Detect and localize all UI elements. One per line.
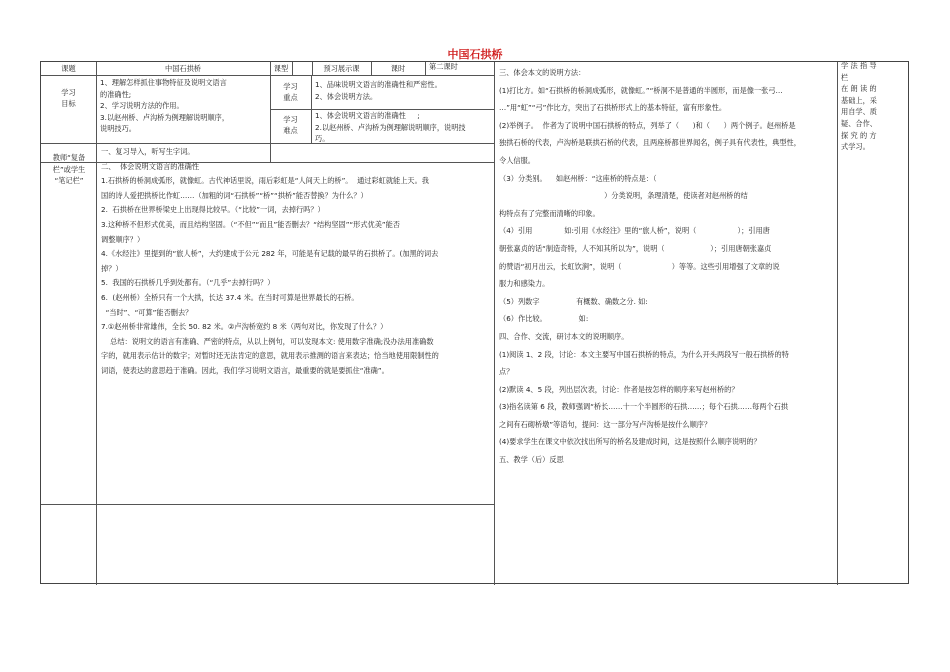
lesson-line-right: ）分类说明，条理清楚，使读者对赵州桥的结 <box>499 191 748 201</box>
lesson-body-right <box>499 64 835 469</box>
table-rule <box>292 62 293 75</box>
table-rule <box>41 504 494 505</box>
notes-label: 栏”或学生 <box>52 164 86 174</box>
study-guide-line: 栏 <box>841 72 849 82</box>
study-guide-line: 疑、合作、 <box>841 118 877 128</box>
lesson-line-left: 词语，使表达的意思趋于准确。因此，我们学习说明文语言，最重要的就是要抓住“准确”。 <box>101 365 389 375</box>
topic-label: 课题 <box>61 64 76 73</box>
lesson-body-left <box>101 145 493 379</box>
lesson-line-left: 4.《水经注》里提到的“旅人桥”，大约建成于公元 282 年，可能是有记载的最早的石拱桥了。(加黑的词去 <box>101 249 439 259</box>
lesson-line-left: 掉？） <box>101 263 123 273</box>
lesson-line-left: 一、复习导入，听写生字词。 <box>101 147 195 156</box>
lesson-line-left: 国的诗人爱把拱桥比作虹……（加粗的词“石拱桥”“桥”“拱桥”能否替换？为什么？） <box>101 190 368 200</box>
lesson-line-left: 6. (赵州桥）全桥只有一个大拱，长达 37.4 米。在当时可算是世界最长的石桥。 <box>101 292 359 302</box>
lesson-line-left: 调整顺序？） <box>101 234 145 244</box>
lesson-line-right: …”用“虹”“弓”作比方，突出了石拱桥形式上的基本特征，富有形象性。 <box>499 103 727 113</box>
difficulty-label: 学习 <box>283 115 298 124</box>
topic-value: 中国石拱桥 <box>165 64 201 73</box>
lesson-plan-table <box>40 61 909 584</box>
lesson-line-left: 7.①赵州桥非常雄伟，全长 50. 82 米。②卢沟桥宽约 8 米（两句对比，你发现了什么？） <box>101 322 388 332</box>
difficulty-label: 难点 <box>283 126 298 135</box>
lesson-line-right: 服力和感染力。 <box>499 279 550 289</box>
period-value: 第二课时 <box>429 62 458 71</box>
lesson-line-right: (4)要求学生在课文中依次找出所写的桥名及建成时间，这是按照什么顺序说明的？ <box>499 437 761 447</box>
goals-label: 学习 <box>61 88 76 97</box>
goals-text <box>100 77 270 135</box>
lesson-type-value: 预习展示课 <box>323 64 360 73</box>
key-label: 重点 <box>283 93 298 102</box>
table-rule <box>494 62 495 585</box>
lesson-line-right: 独拱石桥的代表，卢沟桥是联拱石桥的代表，且两座桥都世界闻名，例子具有代表性，典型性， <box>499 138 801 148</box>
lesson-line-left: 字的，就用表示估计的数字；对暂时还无法肯定的意思，就用表示推测的语言来表达；恰当地使用限制性的 <box>101 351 439 361</box>
lesson-line-right: (1)阅读 1、2 段，讨论：本文主要写中国石拱桥的特点，为什么开头两段写一般石拱桥的特 <box>499 349 789 359</box>
lesson-line-right: 点？ <box>499 367 514 377</box>
goal-line: 2、学习说明方法的作用。 <box>100 101 184 111</box>
goals-label: 目标 <box>61 99 76 108</box>
study-guide-line: 学 法 指 导 <box>841 61 877 70</box>
key-label: 学习 <box>283 82 298 91</box>
lesson-line-right: 令人信服。 <box>499 155 535 165</box>
lesson-type-label: 课型 <box>273 64 289 73</box>
lesson-line-left: 5. 我国的石拱桥几乎到处都有。（“几乎”去掉行吗？） <box>101 278 275 288</box>
difficulty-line: 巧。 <box>315 134 330 144</box>
table-rule <box>96 62 97 585</box>
goal-line: 1、理解怎样抓住事物特征及说明文语言 <box>100 78 227 87</box>
notes-label: “笔记栏” <box>54 176 84 186</box>
study-guide-line: 探 究 的 方 <box>841 130 877 140</box>
lesson-line-right: 五、教学（后）反思 <box>499 455 564 465</box>
lesson-line-right: 四、合作、交流，研讨本文的说明顺序。 <box>499 331 629 341</box>
period-label: 课时 <box>390 64 406 73</box>
lesson-line-right: (2)举例子。 作者为了说明中国石拱桥的特点，列举了（ )和（ ）两个例子。赵州桥是 <box>499 120 796 130</box>
lesson-line-right: 三、体会本文的说明方法： <box>499 68 586 77</box>
difficulty-line: 2.以赵州桥、卢沟桥为例理解说明顺序，说明技 <box>315 122 466 132</box>
notes-label: 教师“复备 <box>52 153 86 162</box>
difficulty-line: 1、体会说明文语言的准确性 ; <box>315 111 420 120</box>
lesson-line-right: （4）引用 如:引用《水经注》里的“旅人桥”，说明（ ）；引用唐 <box>499 226 770 236</box>
lesson-line-right: （6）作比较。 如: <box>499 314 589 324</box>
goal-line: 说明技巧。 <box>100 124 136 134</box>
key-text <box>315 79 493 102</box>
study-guide-column <box>841 60 907 153</box>
table-rule <box>41 75 494 76</box>
lesson-line-right: (3)指名读第 6 段，教师强调“桥长……十一个半圆形的石拱……；每个石拱……每两个石拱 <box>499 402 788 412</box>
table-rule <box>425 62 426 75</box>
lesson-line-left: “当时”、“可算”能否删去？ <box>101 307 193 317</box>
notes-column <box>43 152 95 187</box>
lesson-line-right: （3）分类别。 如赵州桥：“这座桥的特点是：（ <box>499 173 657 183</box>
lesson-line-right: 构特点有了完整而清晰的印象。 <box>499 208 600 218</box>
lesson-line-left: 3.这种桥不但形式优美，而且结构坚固。（“不但”“而且”能否删去？“结构坚固”“形式优美”能否 <box>101 219 400 229</box>
study-guide-line: 基础上，采 <box>841 95 877 105</box>
key-line: 1、品味说明文语言的准确性和严密性。 <box>315 80 442 89</box>
study-guide-line: 用自学、质 <box>841 107 877 117</box>
key-line: 2、体会说明方法。 <box>315 91 378 101</box>
lesson-line-right: 的赞语“初月出云，长虹饮涧”，说明（ ）等等。这些引用增强了文章的说 <box>499 261 780 271</box>
lesson-line-left: 2. 石拱桥在世界桥梁史上出现得比较早。（“比较”一词，去掉行吗？） <box>101 205 325 215</box>
table-rule <box>837 62 838 585</box>
lesson-line-left: 总结：说明文的语言有准确、严密的特点，从以上例句，可以发现本文: 使用数字准确;没办法用准确数 <box>101 336 434 346</box>
page-title: 中国石拱桥 <box>447 48 503 61</box>
lesson-line-right: (2)默读 4、5 段，列出层次表，讨论：作者是按怎样的顺序来写赵州桥的？ <box>499 384 739 394</box>
lesson-line-left: 1.石拱桥的桥洞成弧形，就像虹。古代神话里说，雨后彩虹是“人间天上的桥”。 通过彩虹就能上天。我 <box>101 176 429 186</box>
lesson-line-right: 朝张嘉贞的话“制造奇特，人不知其所以为”，说明（ ）；引用唐朝张嘉贞 <box>499 243 772 253</box>
lesson-line-left: 二、 体会说明文语言的准确性 <box>101 161 200 171</box>
table-rule <box>311 75 312 143</box>
study-guide-line: 在 朗 读 的 <box>841 84 877 94</box>
difficulty-text <box>315 110 493 145</box>
goal-line: 的准确性; <box>100 89 132 99</box>
lesson-line-right: (1)打比方。如“石拱桥的桥洞成弧形，就像虹。”“桥洞不是普通的半圆形，而是像一张弓… <box>499 85 783 95</box>
lesson-line-right: 之间有石砌桥墩”等语句，提问：这一部分写卢沟桥是按什么顺序？ <box>499 419 712 429</box>
lesson-line-right: （5）列数字 有概数、确数之分. 如: <box>499 296 648 306</box>
goal-line: 3.以赵州桥、卢沟桥为例理解说明顺序， <box>100 112 230 122</box>
study-guide-line: 式学习。 <box>841 142 870 152</box>
